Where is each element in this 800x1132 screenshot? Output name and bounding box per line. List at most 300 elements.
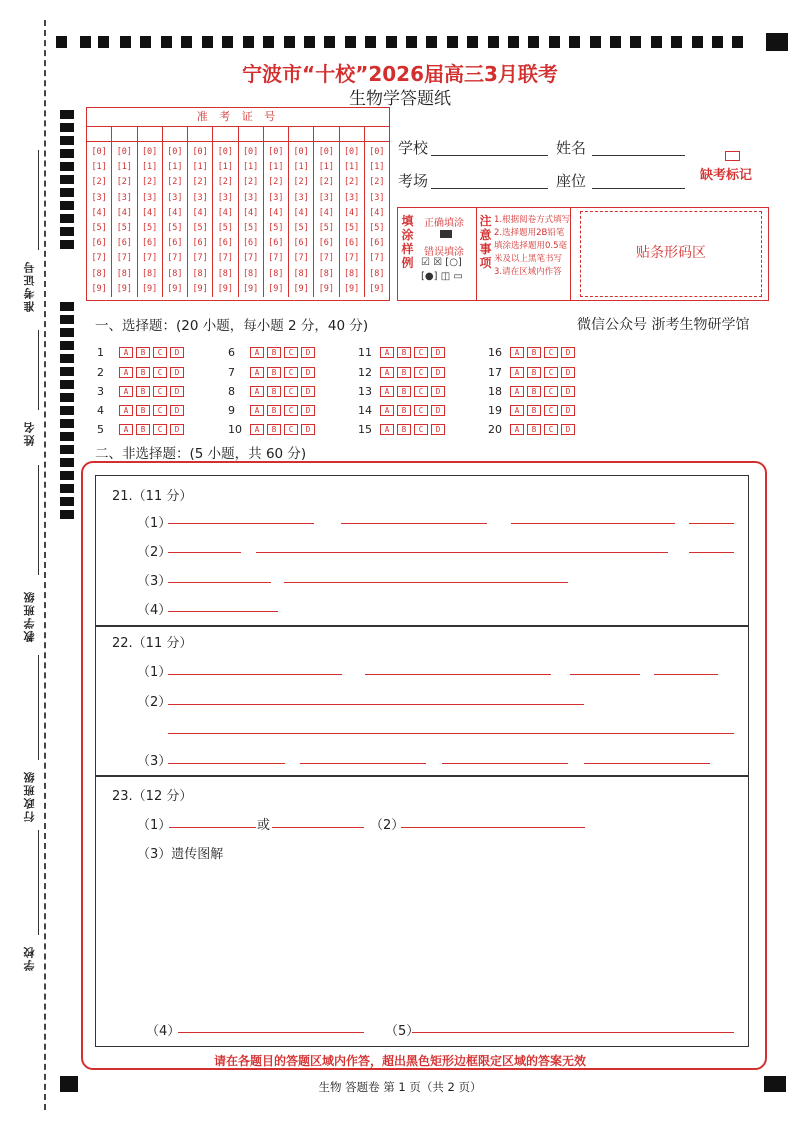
exam-id-bubble[interactable]: [3] <box>268 192 284 203</box>
exam-id-bubble[interactable]: [4] <box>343 207 360 218</box>
exam-id-write-cell[interactable] <box>87 127 112 141</box>
exam-id-bubble[interactable]: [9] <box>369 283 385 294</box>
exam-id-bubble[interactable]: [6] <box>268 238 284 249</box>
exam-id-bubble[interactable]: [1] <box>343 162 360 173</box>
mc-option-bubble[interactable]: C <box>284 424 298 435</box>
exam-id-bubble[interactable]: [8] <box>343 268 360 279</box>
mc-option-bubble[interactable]: C <box>414 424 428 435</box>
q21-part1-line-d[interactable] <box>689 523 734 524</box>
barcode-area <box>580 211 762 297</box>
q22-part1-line-a[interactable] <box>168 674 342 675</box>
exam-id-bubble[interactable]: [4] <box>268 207 284 218</box>
mc-option-bubble[interactable]: D <box>561 424 575 435</box>
exam-id-bubble[interactable]: [4] <box>293 207 309 218</box>
exam-id-write-cell[interactable] <box>314 127 339 141</box>
exam-id-bubble[interactable]: [9] <box>242 283 259 294</box>
q21-part2-line-a[interactable] <box>168 552 241 553</box>
mc-option-bubble[interactable]: C <box>544 367 558 378</box>
mc-option-bubble[interactable]: A <box>119 405 133 416</box>
exam-id-bubble[interactable]: [2] <box>116 177 133 188</box>
exam-id-bubble[interactable]: [6] <box>116 238 133 249</box>
mc-question-row <box>228 384 318 398</box>
exam-id-bubble[interactable]: [0] <box>318 147 335 157</box>
exam-id-bubble[interactable]: [1] <box>141 162 158 173</box>
exam-id-bubble[interactable]: [0] <box>141 147 158 157</box>
timing-mark <box>98 36 109 48</box>
q22-part3-line-d[interactable] <box>584 763 710 764</box>
exam-id-bubble[interactable]: [6] <box>369 238 385 249</box>
exam-id-write-cell[interactable] <box>365 127 389 141</box>
timing-mark <box>447 36 458 48</box>
side-write-line[interactable] <box>38 330 39 410</box>
exam-id-bubble[interactable]: [5] <box>318 222 335 233</box>
mc-option-bubble[interactable]: B <box>527 386 541 397</box>
mc-option-bubble[interactable]: B <box>136 386 150 397</box>
q21-part2-line-c[interactable] <box>689 552 734 553</box>
note-item: 1.根据阅卷方式填写 <box>494 215 571 225</box>
mc-option-bubble[interactable]: A <box>510 424 524 435</box>
q22-part1-line-d[interactable] <box>654 674 718 675</box>
exam-id-bubble[interactable]: [8] <box>116 268 133 279</box>
exam-id-bubble[interactable]: [8] <box>91 268 107 279</box>
corner-mark-tl <box>766 33 788 51</box>
exam-id-bubble[interactable]: [2] <box>318 177 335 188</box>
mc-option-bubble[interactable]: A <box>250 386 264 397</box>
q21-part1-line-b[interactable] <box>341 523 487 524</box>
mc-option-bubble[interactable]: D <box>431 405 445 416</box>
mc-option-bubble[interactable]: C <box>544 405 558 416</box>
exam-id-write-cell[interactable] <box>340 127 365 141</box>
exam-id-bubble[interactable]: [1] <box>167 162 183 173</box>
side-write-line[interactable] <box>38 655 39 760</box>
q22-part1-line-c[interactable] <box>570 674 640 675</box>
exam-id-bubble[interactable]: [0] <box>293 147 309 157</box>
mc-option-bubble[interactable]: A <box>510 367 524 378</box>
exam-id-write-cell[interactable] <box>138 127 163 141</box>
exam-id-bubble[interactable]: [4] <box>242 207 259 218</box>
notes-label: 注 意 事 项 <box>479 214 492 270</box>
mc-question-number: 3 <box>97 384 104 398</box>
exam-id-bubble[interactable]: [9] <box>91 283 107 294</box>
exam-id-write-cell[interactable] <box>289 127 314 141</box>
timing-mark <box>692 36 703 48</box>
exam-id-bubble[interactable]: [3] <box>91 192 107 203</box>
q23-part2-line[interactable] <box>401 827 585 828</box>
mc-option-bubble[interactable]: B <box>397 386 411 397</box>
mc-option-bubble[interactable]: B <box>397 367 411 378</box>
mc-option-bubble[interactable]: D <box>170 424 184 435</box>
exam-id-bubble[interactable]: [7] <box>91 253 107 264</box>
mc-question-row <box>228 345 318 359</box>
exam-id-bubble[interactable]: [3] <box>343 192 360 203</box>
exam-id-bubble[interactable]: [3] <box>192 192 208 203</box>
exam-id-bubble[interactable]: [8] <box>217 268 234 279</box>
mc-option-bubble[interactable]: C <box>284 367 298 378</box>
timing-mark <box>671 36 682 48</box>
genetic-diagram-area[interactable] <box>137 865 727 1010</box>
exam-id-bubble[interactable]: [5] <box>268 222 284 233</box>
timing-mark <box>386 36 397 48</box>
mc-option-bubble[interactable]: A <box>119 367 133 378</box>
exam-id-bubble[interactable]: [0] <box>242 147 259 157</box>
exam-id-bubble[interactable]: [9] <box>192 283 208 294</box>
exam-id-bubble[interactable]: [2] <box>167 177 183 188</box>
q21-part3-line-b[interactable] <box>284 582 568 583</box>
exam-id-bubble[interactable]: [5] <box>242 222 259 233</box>
exam-id-bubble[interactable]: [0] <box>91 147 107 157</box>
mc-option-bubble[interactable]: B <box>527 405 541 416</box>
mc-option-bubble[interactable]: B <box>397 347 411 358</box>
exam-id-bubble[interactable]: [3] <box>318 192 335 203</box>
exam-id-bubble[interactable]: [1] <box>293 162 309 173</box>
exam-id-bubble[interactable]: [8] <box>192 268 208 279</box>
exam-id-write-cell[interactable] <box>213 127 238 141</box>
mc-question-row <box>97 345 187 359</box>
mc-option-bubble[interactable]: D <box>431 424 445 435</box>
mc-option-bubble[interactable]: A <box>250 405 264 416</box>
timing-mark <box>60 328 74 337</box>
q21-part2-line-b[interactable] <box>256 552 668 553</box>
mc-option-bubble[interactable]: C <box>414 386 428 397</box>
q23-part4-line[interactable] <box>178 1032 364 1033</box>
q23-part1-line-a[interactable] <box>169 827 256 828</box>
mc-option-bubble[interactable]: D <box>561 367 575 378</box>
mc-option-bubble[interactable]: D <box>170 405 184 416</box>
exam-id-bubble[interactable]: [7] <box>268 253 284 264</box>
q23-part1-line-b[interactable] <box>272 827 364 828</box>
exam-id-bubble[interactable]: [0] <box>343 147 360 157</box>
side-label-name: 姓名 <box>23 420 36 446</box>
exam-id-bubble[interactable]: [7] <box>167 253 183 264</box>
mc-question-number: 5 <box>97 422 104 436</box>
exam-id-bubble[interactable]: [1] <box>268 162 284 173</box>
q22-part2-line-a[interactable] <box>168 704 584 705</box>
mc-option-bubble[interactable]: A <box>119 424 133 435</box>
exam-id-bubble[interactable]: [5] <box>369 222 385 233</box>
mc-option-bubble[interactable]: B <box>267 386 281 397</box>
exam-id-bubble[interactable]: [9] <box>318 283 335 294</box>
exam-id-bubble[interactable]: [1] <box>242 162 259 173</box>
mc-option-bubble[interactable]: C <box>153 405 167 416</box>
mc-option-bubble[interactable]: D <box>431 347 445 358</box>
timing-mark <box>651 36 662 48</box>
exam-id-bubble[interactable]: [3] <box>217 192 234 203</box>
note-item: 填涂选择题用0.5毫 <box>494 241 568 251</box>
exam-id-bubble[interactable]: [1] <box>116 162 133 173</box>
exam-id-bubble[interactable]: [8] <box>293 268 309 279</box>
mc-question-row <box>488 345 578 359</box>
q21-part1-line-a[interactable] <box>168 523 314 524</box>
exam-id-bubble[interactable]: [5] <box>217 222 234 233</box>
q21-part3-label: （3） <box>137 574 172 589</box>
mc-option-bubble[interactable]: D <box>561 405 575 416</box>
mc-option-bubble[interactable]: C <box>284 405 298 416</box>
mc-option-bubble[interactable]: A <box>119 386 133 397</box>
mc-option-bubble[interactable]: A <box>380 386 394 397</box>
mc-option-bubble[interactable]: B <box>267 424 281 435</box>
exam-id-bubble[interactable]: [2] <box>91 177 107 188</box>
mc-option-bubble[interactable]: D <box>301 424 315 435</box>
exam-id-bubble[interactable]: [2] <box>242 177 259 188</box>
mc-option-bubble[interactable]: B <box>136 347 150 358</box>
side-write-line[interactable] <box>38 150 39 250</box>
school-field[interactable] <box>431 155 548 156</box>
exam-id-bubble[interactable]: [8] <box>369 268 385 279</box>
exam-id-bubble[interactable]: [4] <box>141 207 158 218</box>
exam-id-bubble[interactable]: [8] <box>318 268 335 279</box>
mc-option-bubble[interactable]: B <box>527 367 541 378</box>
mc-option-bubble[interactable]: D <box>301 405 315 416</box>
mc-option-bubble[interactable]: C <box>544 347 558 358</box>
mc-option-bubble[interactable]: C <box>153 386 167 397</box>
exam-id-bubble[interactable]: [7] <box>343 253 360 264</box>
mc-option-bubble[interactable]: A <box>380 347 394 358</box>
exam-id-bubble[interactable]: [2] <box>369 177 385 188</box>
exam-title: 宁波市“十校”2026届高三3月联考 <box>242 62 558 86</box>
mc-option-bubble[interactable]: C <box>153 424 167 435</box>
mc-option-bubble[interactable]: D <box>170 386 184 397</box>
mc-option-bubble[interactable]: C <box>153 367 167 378</box>
mc-option-bubble[interactable]: C <box>284 386 298 397</box>
mc-option-bubble[interactable]: A <box>510 405 524 416</box>
exam-id-bubble[interactable]: [1] <box>318 162 335 173</box>
exam-id-bubble[interactable]: [0] <box>369 147 385 157</box>
mc-option-bubble[interactable]: B <box>267 405 281 416</box>
mc-question-row <box>97 365 187 379</box>
mc-question-number: 2 <box>97 365 104 379</box>
exam-id-bubble[interactable]: [0] <box>217 147 234 157</box>
mc-option-bubble[interactable]: A <box>250 347 264 358</box>
exam-id-bubble[interactable]: [3] <box>293 192 309 203</box>
exam-id-bubble[interactable]: [2] <box>268 177 284 188</box>
exam-id-bubble[interactable]: [8] <box>242 268 259 279</box>
exam-id-bubble[interactable]: [7] <box>293 253 309 264</box>
exam-id-bubble[interactable]: [9] <box>293 283 309 294</box>
mc-question-row <box>97 403 187 417</box>
exam-id-bubble[interactable]: [2] <box>217 177 234 188</box>
exam-id-bubble[interactable]: [2] <box>343 177 360 188</box>
exam-id-bubble[interactable]: [7] <box>116 253 133 264</box>
q21-panel <box>95 475 749 627</box>
exam-id-bubble[interactable]: [4] <box>91 207 107 218</box>
exam-id-write-cell[interactable] <box>112 127 137 141</box>
exam-id-bubble[interactable]: [7] <box>217 253 234 264</box>
exam-id-bubble[interactable]: [6] <box>343 238 360 249</box>
exam-id-bubble[interactable]: [7] <box>242 253 259 264</box>
mc-option-bubble[interactable]: D <box>561 347 575 358</box>
fill-wrong-samples: ☑ ☒ [○] <box>421 257 462 268</box>
timing-mark <box>345 36 356 48</box>
mc-option-bubble[interactable]: D <box>301 386 315 397</box>
exam-id-bubble[interactable]: [2] <box>192 177 208 188</box>
exam-id-write-row[interactable] <box>87 127 389 142</box>
exam-id-bubble[interactable]: [9] <box>167 283 183 294</box>
exam-id-bubble[interactable]: [8] <box>268 268 284 279</box>
exam-id-bubble[interactable]: [8] <box>141 268 158 279</box>
q22-part1-line-b[interactable] <box>365 674 551 675</box>
mc-question-number: 9 <box>228 403 235 417</box>
exam-id-bubble[interactable]: [9] <box>217 283 234 294</box>
mc-question-number: 17 <box>488 365 502 379</box>
exam-id-bubble[interactable]: [1] <box>192 162 208 173</box>
mc-option-bubble[interactable]: B <box>136 367 150 378</box>
exam-id-bubble[interactable]: [7] <box>369 253 385 264</box>
exam-id-bubble[interactable]: [6] <box>293 238 309 249</box>
side-write-line[interactable] <box>38 465 39 575</box>
mc-option-bubble[interactable]: B <box>267 347 281 358</box>
exam-id-bubble[interactable]: [3] <box>242 192 259 203</box>
mc-question-number: 11 <box>358 345 372 359</box>
exam-id-bubble[interactable]: [9] <box>268 283 284 294</box>
mc-question-number: 12 <box>358 365 372 379</box>
seat-field[interactable] <box>592 188 685 189</box>
timing-mark <box>60 302 74 311</box>
exam-id-bubble[interactable]: [0] <box>268 147 284 157</box>
mc-option-bubble[interactable]: B <box>136 405 150 416</box>
mc-option-bubble[interactable]: A <box>380 405 394 416</box>
timing-mark <box>508 36 519 48</box>
timing-mark <box>60 227 74 236</box>
mc-option-bubble[interactable]: D <box>301 347 315 358</box>
mc-option-bubble[interactable]: A <box>250 424 264 435</box>
mc-option-bubble[interactable]: C <box>414 367 428 378</box>
q22-heading: 22.（11 分） <box>112 636 193 651</box>
mc-option-bubble[interactable]: C <box>414 405 428 416</box>
exam-id-bubble[interactable]: [3] <box>116 192 133 203</box>
exam-id-bubble[interactable]: [0] <box>167 147 183 157</box>
q21-part4-line[interactable] <box>168 611 278 612</box>
exam-id-bubble[interactable]: [5] <box>167 222 183 233</box>
exam-id-bubble[interactable]: [9] <box>116 283 133 294</box>
q23-heading: 23.（12 分） <box>112 789 193 804</box>
exam-id-bubble[interactable]: [1] <box>369 162 385 173</box>
exam-id-write-cell[interactable] <box>264 127 289 141</box>
exam-id-write-cell[interactable] <box>188 127 213 141</box>
exam-id-bubble[interactable]: [5] <box>293 222 309 233</box>
q22-part3-line-b[interactable] <box>300 763 426 764</box>
mc-option-bubble[interactable]: C <box>153 347 167 358</box>
exam-id-bubble[interactable]: [8] <box>167 268 183 279</box>
mc-question-number: 8 <box>228 384 235 398</box>
mc-option-bubble[interactable]: D <box>170 367 184 378</box>
mc-option-bubble[interactable]: A <box>250 367 264 378</box>
note-item: 3.请在区域内作答 <box>494 267 562 277</box>
exam-id-bubble[interactable]: [3] <box>167 192 183 203</box>
exam-id-bubble[interactable]: [3] <box>369 192 385 203</box>
mc-option-bubble[interactable]: A <box>380 367 394 378</box>
exam-id-bubble[interactable]: [5] <box>91 222 107 233</box>
exam-id-bubble[interactable]: [6] <box>192 238 208 249</box>
q22-part3-line-c[interactable] <box>442 763 568 764</box>
exam-id-bubble[interactable]: [1] <box>91 162 107 173</box>
side-label-exam-id: 准考证号 <box>23 260 36 312</box>
exam-id-bubble[interactable]: [2] <box>293 177 309 188</box>
exam-id-bubble[interactable]: [1] <box>217 162 234 173</box>
exam-id-bubble[interactable]: [4] <box>369 207 385 218</box>
timing-mark <box>528 36 539 48</box>
exam-id-bubble[interactable]: [4] <box>167 207 183 218</box>
absent-mark-box[interactable] <box>725 151 740 161</box>
exam-id-bubble[interactable]: [6] <box>141 238 158 249</box>
exam-id-bubble[interactable]: [9] <box>141 283 158 294</box>
exam-id-bubble[interactable]: [6] <box>91 238 107 249</box>
q22-part2-line-b[interactable] <box>168 733 734 734</box>
exam-id-bubble[interactable]: [6] <box>167 238 183 249</box>
exam-id-bubble[interactable]: [4] <box>318 207 335 218</box>
exam-id-bubble[interactable]: [5] <box>192 222 208 233</box>
exam-id-bubble[interactable]: [5] <box>343 222 360 233</box>
mc-option-bubble[interactable]: D <box>431 367 445 378</box>
mc-option-bubble[interactable]: A <box>510 347 524 358</box>
exam-id-bubble[interactable]: [6] <box>318 238 335 249</box>
exam-id-bubble[interactable]: [0] <box>192 147 208 157</box>
mc-option-bubble[interactable]: B <box>397 405 411 416</box>
exam-id-bubble[interactable]: [0] <box>116 147 133 157</box>
exam-id-bubble[interactable]: [2] <box>141 177 158 188</box>
answer-sheet-subtitle: 生物学答题纸 <box>349 89 451 109</box>
exam-id-bubble[interactable]: [7] <box>192 253 208 264</box>
exam-id-bubble[interactable]: [7] <box>141 253 158 264</box>
timing-mark <box>426 36 437 48</box>
exam-id-write-cell[interactable] <box>239 127 264 141</box>
timing-mark <box>202 36 213 48</box>
timing-mark <box>732 36 743 48</box>
mc-option-bubble[interactable]: B <box>527 347 541 358</box>
exam-id-bubble[interactable]: [7] <box>318 253 335 264</box>
exam-id-bubble[interactable]: [4] <box>116 207 133 218</box>
mc-option-bubble[interactable]: B <box>267 367 281 378</box>
side-write-line[interactable] <box>38 830 39 935</box>
school-label: 学校 <box>398 139 429 157</box>
q21-part1-line-c[interactable] <box>511 523 675 524</box>
exam-room-field[interactable] <box>431 188 548 189</box>
mc-option-bubble[interactable]: C <box>414 347 428 358</box>
q23-part5-line[interactable] <box>412 1032 734 1033</box>
mc-option-bubble[interactable]: A <box>380 424 394 435</box>
timing-mark <box>365 36 376 48</box>
mc-option-bubble[interactable]: B <box>136 424 150 435</box>
mc-option-bubble[interactable]: B <box>527 424 541 435</box>
timing-mark <box>60 175 74 184</box>
timing-mark <box>60 123 74 132</box>
q22-part3-line-a[interactable] <box>168 763 285 764</box>
exam-id-bubble[interactable]: [4] <box>217 207 234 218</box>
q21-heading: 21.（11 分） <box>112 489 193 504</box>
exam-id-bubble[interactable]: [6] <box>217 238 234 249</box>
mc-option-bubble[interactable]: C <box>544 386 558 397</box>
exam-id-bubble[interactable]: [4] <box>192 207 208 218</box>
mc-option-bubble[interactable]: C <box>544 424 558 435</box>
mc-option-bubble[interactable]: A <box>119 347 133 358</box>
q23-part1-label: （1） <box>137 818 172 833</box>
exam-id-write-cell[interactable] <box>163 127 188 141</box>
q21-part3-line-a[interactable] <box>168 582 271 583</box>
mc-option-bubble[interactable]: B <box>397 424 411 435</box>
exam-id-bubble[interactable]: [5] <box>116 222 133 233</box>
name-field[interactable] <box>592 155 685 156</box>
mc-option-bubble[interactable]: A <box>510 386 524 397</box>
mc-option-bubble[interactable]: D <box>301 367 315 378</box>
mc-option-bubble[interactable]: D <box>561 386 575 397</box>
exam-id-bubble[interactable]: [5] <box>141 222 158 233</box>
mc-option-bubble[interactable]: D <box>170 347 184 358</box>
mc-question-row <box>228 365 318 379</box>
exam-id-bubble[interactable]: [6] <box>242 238 259 249</box>
mc-option-bubble[interactable]: C <box>284 347 298 358</box>
exam-id-bubble[interactable]: [3] <box>141 192 158 203</box>
exam-id-bubble[interactable]: [9] <box>343 283 360 294</box>
mc-option-bubble[interactable]: D <box>431 386 445 397</box>
